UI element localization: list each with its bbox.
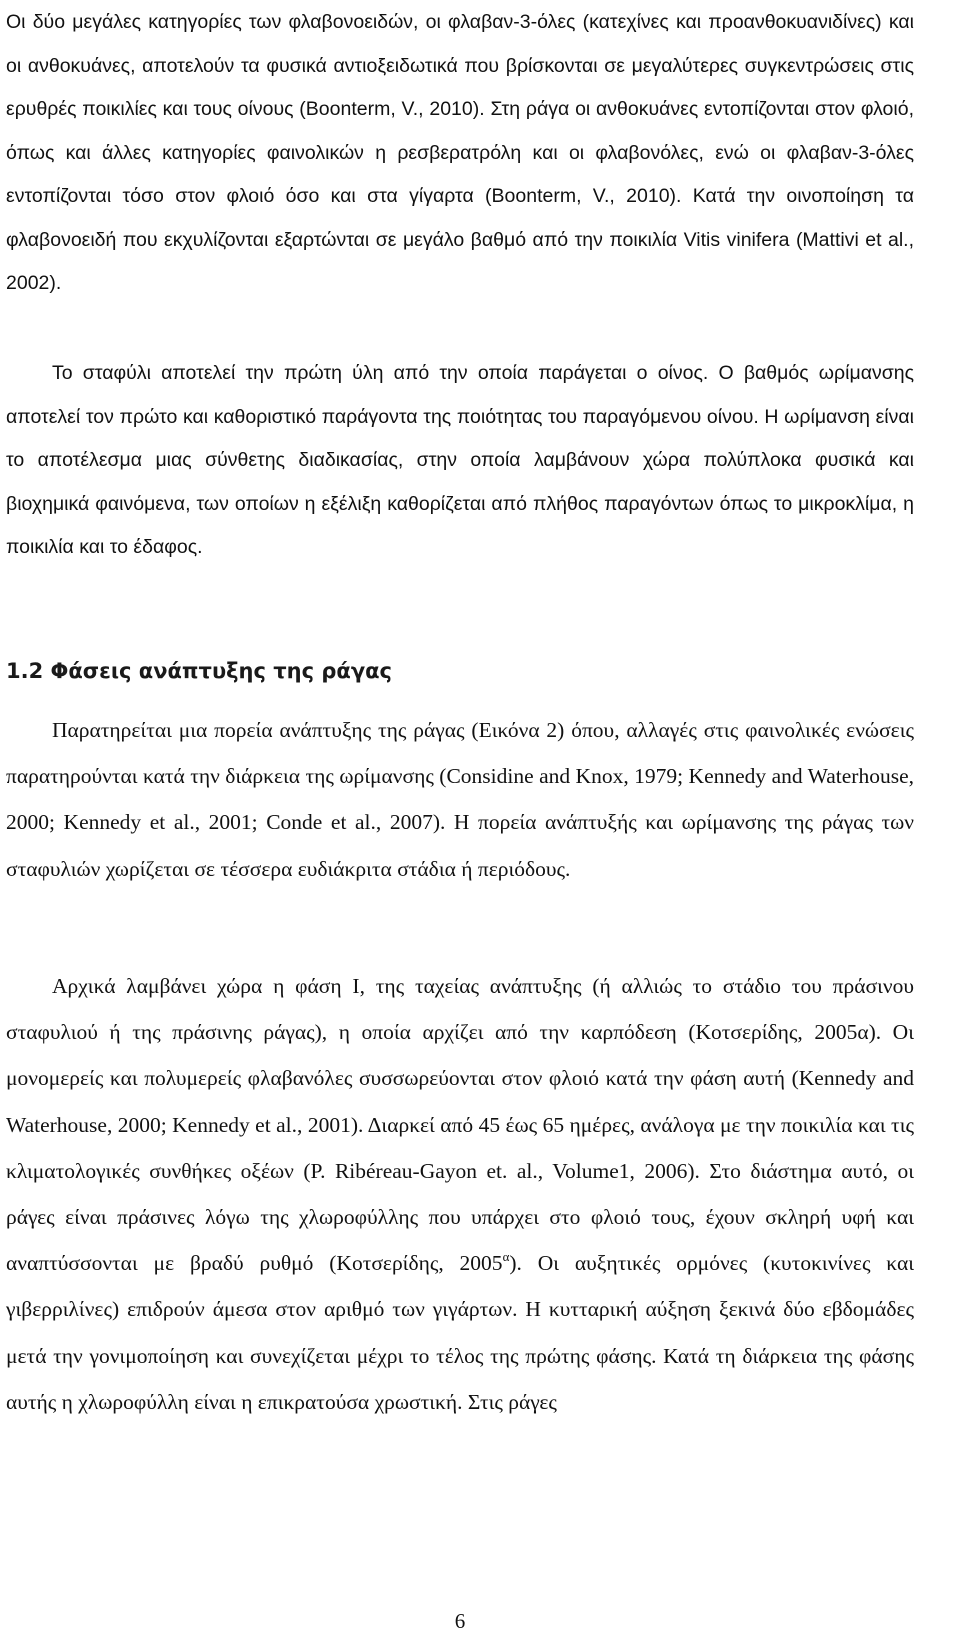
superscript-alpha: α <box>502 1250 510 1265</box>
section-heading: 1.2 Φάσεις ανάπτυξης της ράγας <box>6 659 392 683</box>
paragraph-phase-one-text-b: ). Οι αυξητικές ορμόνες (κυτοκινίνες και γιβερριλίνες) επιδρούν άμεσα στον αριθμό των γιγάρτων. Η κυτταρική αύξηση ξεκινά δύο εβδομάδες μετά την γονιμοποίηση και συνεχίζεται μέχρι το τέλος της πρώτης φάσης. Κατά τη διάρκεια της φάσης αυτής η χλωροφύλλη είναι η επικρατούσα χρωστική. Στις ράγες <box>6 1251 914 1414</box>
paragraph-flavonoids: Οι δύο μεγάλες κατηγορίες των φλαβονοειδών, οι φλαβαν-3-όλες (κατεχίνες και προανθοκυανιδίνες) και οι ανθοκυάνες, αποτελούν τα φυσικά αντιοξειδωτικά που βρίσκονται σε μεγαλύτερες συγκεντρώσεις στις ερυθρές ποικιλίες και τους οίνους (Boonterm, V., 2010). Στη ράγα οι ανθοκυάνες εντοπίζονται στον φλοιό, όπως και άλλες κατηγορίες φαινολικών η ρεσβερατρόλη και οι φλαβονόλες, ενώ οι φλαβαν-3-όλες εντοπίζονται τόσο στον φλοιό όσο και στα γίγαρτα (Boonterm, V., 2010). Κατά την οινοποίηση τα φλαβονοειδή που εκχυλίζονται εξαρτώνται σε μεγάλο βαθμό από την ποικιλία Vitis vinifera (Mattivi et al., 2002). <box>6 11 914 294</box>
paragraph-phase-one-text-a: Αρχικά λαμβάνει χώρα η φάση Ι, της ταχείας ανάπτυξης (ή αλλιώς το στάδιο του πράσινου σταφυλιού ή της πράσινης ράγας), η οποία αρχίζει από την καρπόδεση (Κοτσερίδης, 2005α). Οι μονομερείς και πολυμερείς φλαβανόλες συσσωρεύονται στον φλοιό κατά την φάση αυτή (Kennedy and Waterhouse, 2000; Kennedy et al., 2001). Διαρκεί από 45 έως 65 ημέρες, ανάλογα με την ποικιλία και τις κλιματολογικές συνθήκες οξέων (P. Ribéreau-Gayon et. al., Volume1, 2006). Στο διάστημα αυτό, οι ράγες είναι πράσινες λόγω της χλωροφύλλης που υπάρχει στο φλοιό τους, έχουν σκληρή υφή και αναπτύσσονται με βραδύ ρυθμό (Κοτσερίδης, 2005 <box>6 974 914 1276</box>
page-number: 6 <box>454 1609 466 1633</box>
paragraph-development-course: Παρατηρείται μια πορεία ανάπτυξης της ράγας (Εικόνα 2) όπου, αλλαγές στις φαινολικές ενώσεις παρατηρούνται κατά την διάρκεια της ωρίμανσης (Considine and Knox, 1979; Kennedy and Waterhouse, 2000; Kennedy et al., 2001; Conde et al., 2007). Η πορεία ανάπτυξής και ωρίμανσης της ράγας των σταφυλιών χωρίζεται σε τέσσερα ευδιάκριτα στάδια ή περιόδους. <box>6 718 914 881</box>
paragraph-phase-one <box>6 963 914 1425</box>
paragraph-ripening: Το σταφύλι αποτελεί την πρώτη ύλη από την οποία παράγεται ο οίνος. Ο βαθμός ωρίμανσης αποτελεί τον πρώτο και καθοριστικό παράγοντα της ποιότητας του παραγόμενου οίνου. Η ωρίμανση είναι το αποτέλεσμα μιας σύνθετης διαδικασίας, στην οποία λαμβάνουν χώρα πολύπλοκα φυσικά και βιοχημικά φαινόμενα, των οποίων η εξέλιξη καθορίζεται από πλήθος παραγόντων όπως το μικροκλίμα, η ποικιλία και το έδαφος. <box>6 362 914 558</box>
